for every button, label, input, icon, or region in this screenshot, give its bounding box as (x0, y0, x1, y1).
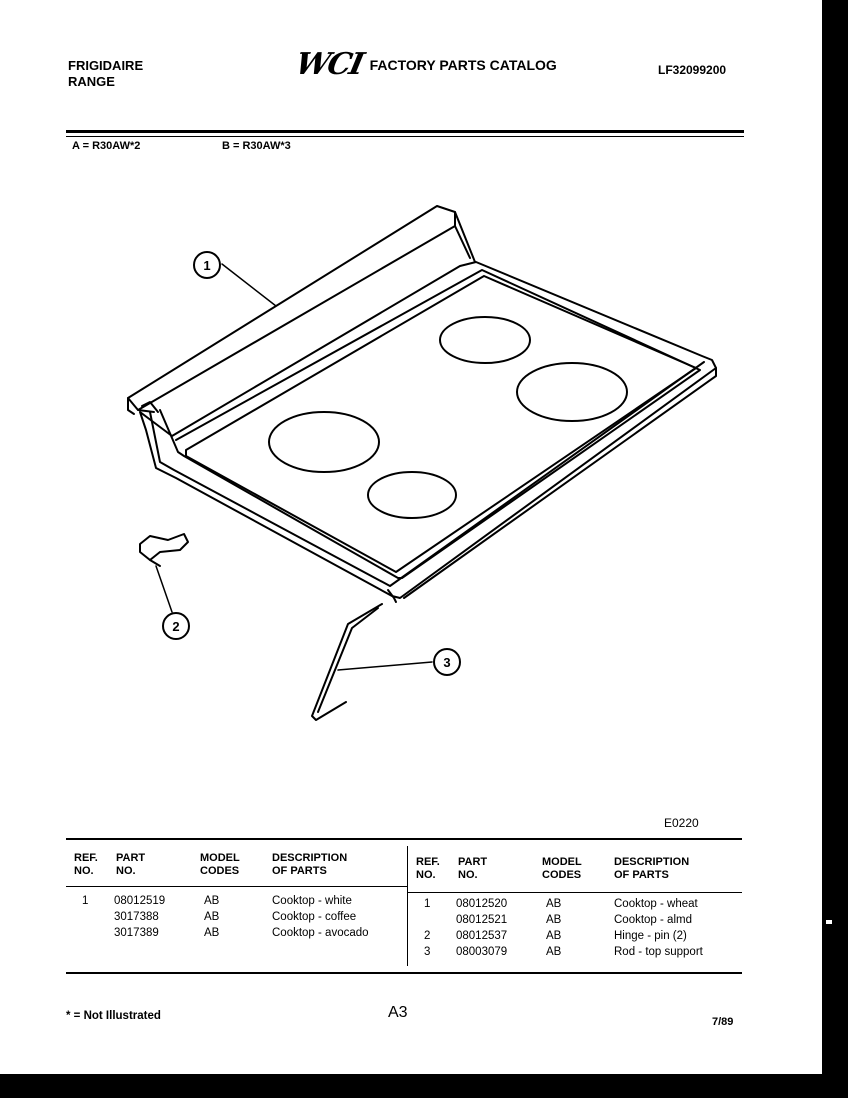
brand-name: FRIGIDAIRE (68, 58, 144, 73)
desc-header-line1: DESCRIPTION (272, 852, 348, 864)
model-b-label: B = R30AW*3 (222, 140, 291, 152)
burner-opening-rear-left (440, 317, 530, 363)
desc-header-line2: OF PARTS (614, 869, 669, 881)
table-row-cell-desc: Cooktop - wheat (614, 898, 698, 910)
model-header-line1: MODEL (542, 856, 582, 868)
table-column-divider (407, 846, 408, 966)
callout-2-label: 2 (172, 619, 180, 634)
table-row-cell-model: AB (204, 895, 220, 907)
model-a-label: A = R30AW*2 (72, 140, 141, 152)
table-header-rule-right (408, 892, 742, 893)
table-row-cell-part: 08012519 (114, 895, 166, 907)
brand-block (68, 58, 143, 90)
table-bottom-rule (66, 972, 742, 974)
ref-header-line2: NO. (416, 869, 436, 881)
not-illustrated-note: * = Not Illustrated (66, 1010, 161, 1022)
desc-header-line2: OF PARTS (272, 865, 327, 877)
revision-date: 7/89 (712, 1016, 734, 1028)
part-header-line1: PART (116, 852, 146, 864)
table-row-cell-ref: 1 (424, 898, 431, 910)
table-row-cell-desc: Cooktop - avocado (272, 927, 369, 939)
header-rule (66, 130, 744, 133)
table-row-cell-model: AB (546, 914, 562, 926)
table-row-cell-desc: Cooktop - almd (614, 914, 692, 926)
left-ref-header (74, 852, 98, 878)
ref-header-line1: REF. (74, 852, 98, 864)
hinge-part (140, 534, 188, 566)
diagram-code: E0220 (664, 816, 699, 830)
cooktop-panel (128, 206, 716, 602)
table-row-cell-part: 08012520 (456, 898, 508, 910)
right-desc-header (614, 856, 689, 882)
table-row-cell-ref: 3 (424, 946, 431, 958)
table-row-cell-part: 08003079 (456, 946, 508, 958)
left-part-header (116, 852, 145, 878)
table-row-cell-part: 08012521 (456, 914, 508, 926)
table-row-cell-part: 08012537 (456, 930, 508, 942)
cooktop-exploded-diagram (0, 160, 822, 760)
scan-speck (826, 920, 832, 924)
table-row-cell-model: AB (546, 898, 562, 910)
right-part-header (458, 856, 487, 882)
table-row-cell-part: 3017389 (114, 927, 159, 939)
part-header-line2: NO. (458, 869, 478, 881)
burner-opening-rear-right (517, 363, 627, 421)
header-rule-thin (66, 136, 744, 137)
table-row-cell-model: AB (546, 946, 562, 958)
table-row-cell-ref: 1 (82, 895, 89, 907)
model-header-line2: CODES (542, 869, 582, 881)
product-name: RANGE (68, 74, 115, 89)
desc-header-line1: DESCRIPTION (614, 856, 690, 868)
left-desc-header (272, 852, 347, 878)
table-row-cell-model: AB (546, 930, 562, 942)
callout-1-label: 1 (203, 258, 211, 273)
table-header-rule-left (66, 886, 407, 887)
callout-3 (434, 649, 460, 675)
table-row-cell-desc: Cooktop - coffee (272, 911, 357, 923)
ref-header-line2: NO. (74, 865, 94, 877)
left-model-header (200, 852, 240, 878)
table-row-cell-desc: Hinge - pin (2) (614, 930, 687, 942)
support-rod-part (312, 604, 382, 720)
catalog-title: FACTORY PARTS CATALOG (369, 57, 557, 73)
callout-2 (163, 613, 189, 639)
table-row-cell-desc: Cooktop - white (272, 895, 352, 907)
wci-logo: WCI (292, 47, 366, 82)
catalog-header (292, 47, 557, 82)
table-row-cell-model: AB (204, 927, 220, 939)
table-top-rule (66, 838, 742, 840)
catalog-number: LF32099200 (658, 63, 727, 77)
table-row-cell-part: 3017388 (114, 911, 159, 923)
table-row-cell-desc: Rod - top support (614, 946, 703, 958)
callout-1 (194, 252, 220, 278)
page-number: A3 (388, 1004, 408, 1021)
right-ref-header (416, 856, 440, 882)
model-header-line1: MODEL (200, 852, 240, 864)
burner-opening-front-left (269, 412, 379, 472)
part-header-line1: PART (458, 856, 488, 868)
table-row-cell-model: AB (204, 911, 220, 923)
ref-header-line1: REF. (416, 856, 440, 868)
burner-opening-front-right (368, 472, 456, 518)
part-header-line2: NO. (116, 865, 136, 877)
callout-3-label: 3 (443, 655, 451, 670)
right-model-header (542, 856, 582, 882)
model-header-line2: CODES (200, 865, 240, 877)
table-row-cell-ref: 2 (424, 930, 431, 942)
